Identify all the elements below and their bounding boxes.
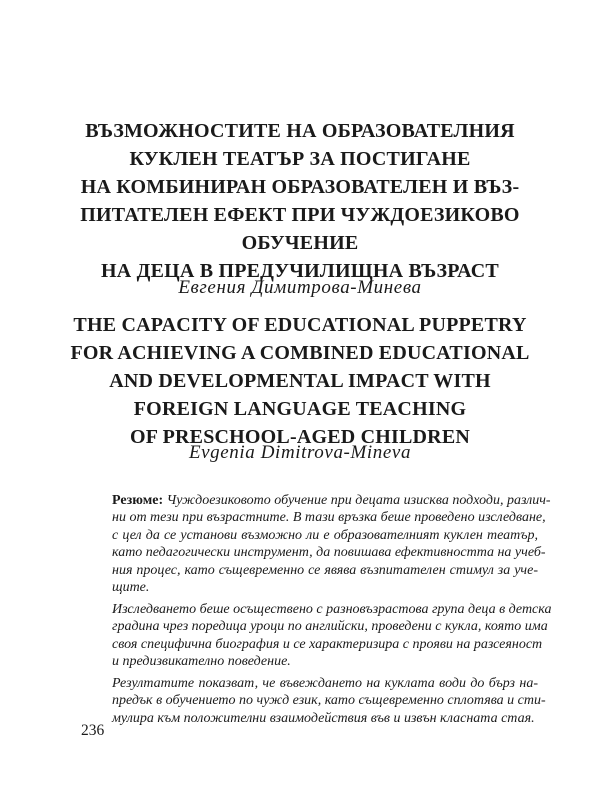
abstract-paragraph: [112, 675, 546, 727]
abstract-line: Резултатите показват, че въвеждането на куклата води до бърз на-: [112, 676, 538, 692]
title-line: THE CAPACITY OF EDUCATIONAL PUPPETRY: [73, 314, 527, 336]
title-line: НА ДЕЦА В ПРЕДУЧИЛИЩНА ВЪЗРАСТ: [101, 260, 499, 282]
title-line: OF PRESCHOOL-AGED CHILDREN: [129, 426, 471, 448]
title-line: ОБУЧЕНИЕ: [241, 232, 359, 254]
abstract-paragraph: [112, 601, 552, 671]
bulgarian-author: Евгения Димитрова-Минева: [178, 277, 422, 298]
abstract-line: и предизвикателно поведение.: [112, 654, 291, 670]
bulgarian-title: [0, 117, 600, 285]
title-line: ВЪЗМОЖНОСТИТЕ НА ОБРАЗОВАТЕЛНИЯ: [85, 120, 515, 142]
abstract-line: като педагогически инструмент, да повишава ефективността на учеб-: [112, 545, 546, 561]
english-title: [0, 311, 600, 451]
abstract-line: градина чрез поредица уроци по английски, проведени с кукла, която има: [112, 619, 548, 635]
abstract-line: Резюме: Чуждоезиковото обучение при децата изисква подходи, различ-: [112, 493, 551, 508]
abstract-line: мулира към положителни взаимодействия във и извън класната стая.: [112, 710, 535, 726]
abstract-section: [112, 492, 552, 732]
title-line: FOR ACHIEVING A COMBINED EDUCATIONAL: [70, 342, 530, 364]
abstract-line: щите.: [112, 580, 150, 596]
abstract-paragraph: [112, 492, 551, 596]
english-author: Evgenia Dimitrova-Mineva: [188, 442, 412, 463]
title-line: КУКЛЕН ТЕАТЪР ЗА ПОСТИГАНЕ: [129, 148, 471, 170]
abstract-line: своя специфична биография и се характеризира с прояви на разсеяност: [112, 636, 543, 652]
title-line: ПИТАТЕЛЕН ЕФЕКТ ПРИ ЧУЖДОЕЗИКОВО: [80, 204, 520, 226]
abstract-line: предък в обучението по чужд език, като същевременно сплотява и сти-: [112, 693, 546, 709]
abstract-line: с цел да се установи възможно ли е образователният куклен театър,: [112, 527, 538, 543]
page-number: 236: [81, 722, 105, 739]
abstract-label: Резюме:: [112, 493, 164, 508]
abstract-line: ния процес, като същевременно се явява възпитателен стимул за уче-: [112, 562, 538, 578]
title-line: AND DEVELOPMENTAL IMPACT WITH: [109, 370, 491, 392]
abstract-line: Изследването беше осъществено с разновъзрастова група деца в детска: [112, 601, 552, 617]
title-line: НА КОМБИНИРАН ОБРАЗОВАТЕЛЕН И ВЪЗ-: [80, 176, 520, 198]
abstract-line: ни от тези при възрастните. В тази връзка беше проведено изследване,: [112, 510, 546, 526]
title-line: FOREIGN LANGUAGE TEACHING: [133, 398, 467, 420]
